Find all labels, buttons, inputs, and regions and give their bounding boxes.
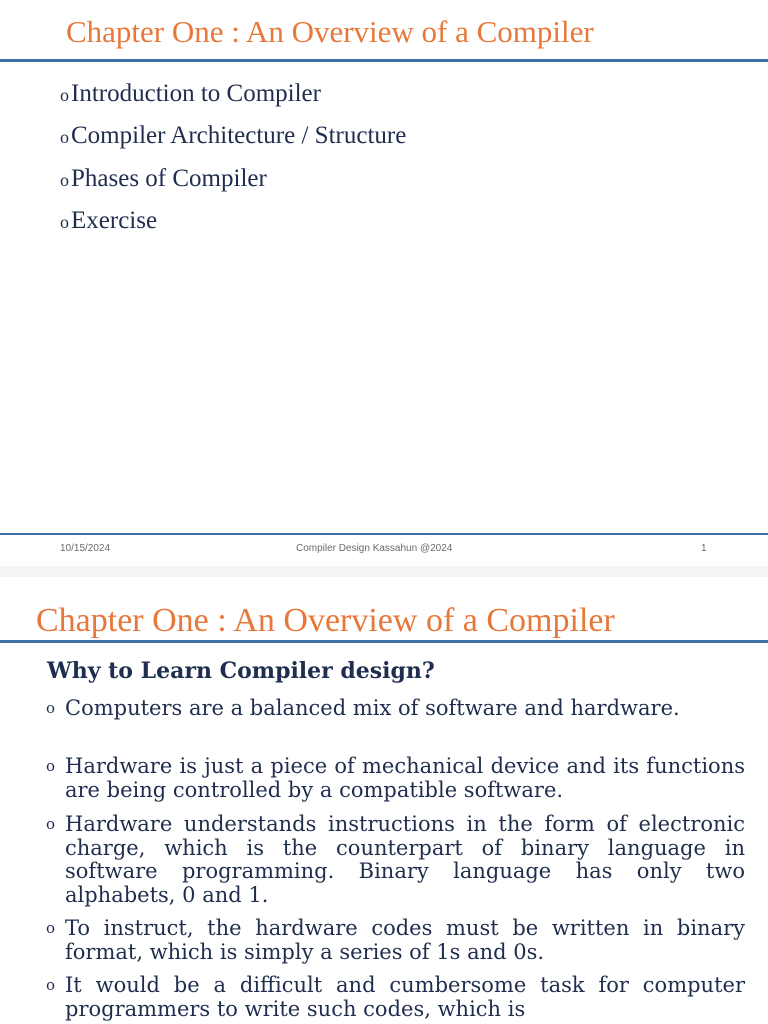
list-item: [46, 974, 745, 1021]
list-item-text: Exercise: [71, 207, 158, 234]
list-item: [60, 207, 157, 235]
list-item: [46, 813, 745, 907]
footer-page-number: 1: [701, 543, 707, 554]
bullet-marker: o: [46, 919, 56, 937]
list-item-text: It would be a difficult and cumbersome task for computer programmers to write such codes, which is: [65, 973, 745, 1021]
title-divider: [0, 640, 768, 643]
list-item-text: To instruct, the hardware codes must be written in binary format, which is simply a series of 1s and 0s.: [65, 916, 745, 964]
bullet-marker: o: [60, 127, 69, 147]
footer-center: Compiler Design Kassahun @2024: [296, 543, 453, 554]
bullet-marker: o: [46, 815, 56, 833]
list-item: [46, 755, 745, 802]
bullet-marker: o: [60, 170, 69, 190]
list-item: [46, 917, 745, 964]
bullet-marker: o: [60, 212, 69, 232]
slide-separator: [0, 566, 768, 577]
footer-date: 10/15/2024: [60, 543, 111, 554]
list-item: [60, 122, 406, 150]
list-item-text: Hardware understands instructions in the form of electronic charge, which is the counterpart of binary language in software programming. Binary language has only two alphabets, 0 and 1.: [65, 812, 745, 907]
footer-divider: [0, 533, 768, 535]
bullet-marker: o: [46, 699, 56, 717]
list-item: [60, 165, 267, 193]
bullet-marker: o: [46, 757, 56, 775]
list-item-text: Compiler Architecture / Structure: [71, 122, 407, 149]
title-divider: [0, 59, 768, 62]
slide-2: [0, 577, 768, 1024]
list-item-text: Computers are a balanced mix of software and hardware.: [65, 696, 680, 720]
list-item-text: Hardware is just a piece of mechanical device and its functions are being controlled by a compatible software.: [65, 754, 745, 802]
list-item-text: Introduction to Compiler: [71, 80, 321, 107]
list-item: [46, 697, 745, 721]
slide-title: Chapter One : An Overview of a Compiler: [66, 14, 594, 49]
list-item: [60, 80, 321, 108]
bullet-marker: o: [60, 85, 69, 105]
bullet-marker: o: [46, 976, 56, 994]
list-item-text: Phases of Compiler: [71, 165, 267, 192]
slide-title: Chapter One : An Overview of a Compiler: [36, 602, 615, 639]
section-heading: Why to Learn Compiler design?: [47, 658, 435, 684]
